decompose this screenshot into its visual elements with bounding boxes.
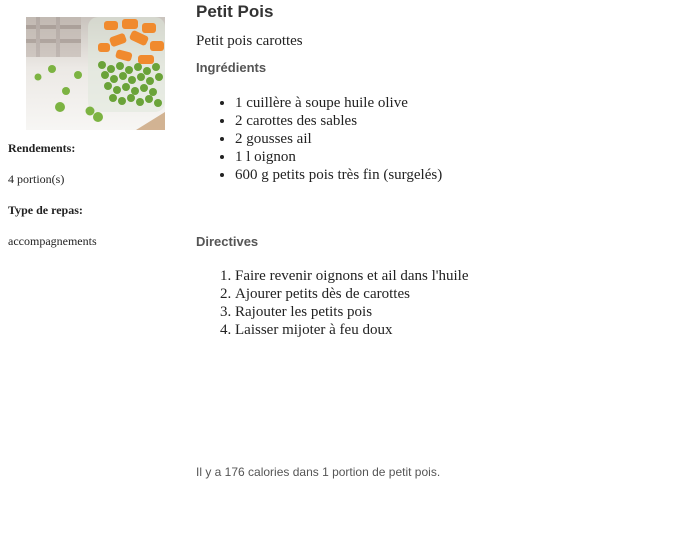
directions-heading: Directives (196, 234, 259, 249)
yield-value: 4 portion(s) (8, 172, 65, 186)
meal-type-value: accompagnements (8, 234, 97, 248)
ingredients-list (196, 94, 442, 184)
direction-step: 4. Laisser mijoter à feu doux (235, 321, 468, 339)
direction-step: 1. Faire revenir oignons et ail dans l'huile (235, 267, 468, 285)
recipe-subtitle: Petit pois carottes (196, 33, 303, 49)
ingredient-item: • 600 g petits pois très fin (surgelés) (235, 166, 442, 184)
meal-type-label: Type de repas: (8, 203, 83, 217)
recipe-title: Petit Pois (196, 2, 274, 21)
ingredient-item: • 2 carottes des sables (235, 112, 442, 130)
ingredient-item: • 2 gousses ail (235, 130, 442, 148)
ingredients-heading: Ingrédients (196, 60, 267, 75)
direction-step: 2. Ajourer petits dès de carottes (235, 285, 468, 303)
ingredient-item: • 1 l oignon (235, 148, 442, 166)
direction-step: 3. Rajouter les petits pois (235, 303, 468, 321)
ingredient-item: • 1 cuillère à soupe huile olive (235, 94, 442, 112)
directions-list (196, 267, 468, 339)
yield-label: Rendements: (8, 141, 76, 155)
peas-carrots-image (26, 17, 165, 130)
calories-note: Il y a 176 calories dans 1 portion de petit pois. (196, 465, 441, 479)
recipe-photo (26, 17, 165, 130)
